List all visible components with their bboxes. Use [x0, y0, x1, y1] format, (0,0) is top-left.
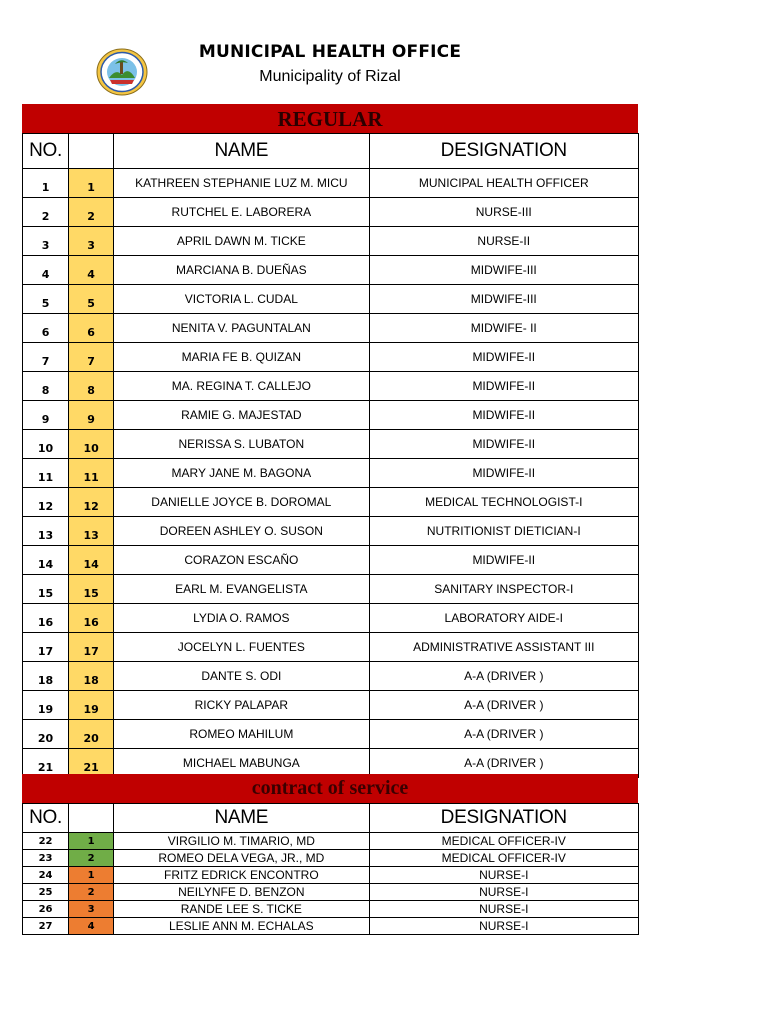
employee-designation: NURSE-I	[369, 867, 638, 884]
row-number: 25	[23, 884, 69, 901]
row-number: 3	[23, 227, 69, 256]
table-row	[23, 720, 639, 749]
employee-name: LYDIA O. RAMOS	[114, 604, 369, 633]
employee-name: MARY JANE M. BAGONA	[114, 459, 369, 488]
employee-name: NENITA V. PAGUNTALAN	[114, 314, 369, 343]
row-index: 10	[69, 430, 114, 459]
row-index: 7	[69, 343, 114, 372]
employee-designation: A-A (DRIVER )	[369, 749, 638, 778]
table-row	[23, 633, 639, 662]
row-index: 6	[69, 314, 114, 343]
employee-name: RUTCHEL E. LABORERA	[114, 198, 369, 227]
column-header-no: NO.	[23, 134, 69, 169]
row-index: 19	[69, 691, 114, 720]
row-number: 23	[23, 850, 69, 867]
row-number: 14	[23, 546, 69, 575]
table-row	[23, 901, 639, 918]
table-row	[23, 517, 639, 546]
employee-name: MARCIANA B. DUEÑAS	[114, 256, 369, 285]
employee-name: JOCELYN L. FUENTES	[114, 633, 369, 662]
row-number: 6	[23, 314, 69, 343]
employee-designation: MEDICAL OFFICER-IV	[369, 833, 638, 850]
table-row	[23, 662, 639, 691]
employee-designation: A-A (DRIVER )	[369, 662, 638, 691]
row-index: 2	[69, 198, 114, 227]
employee-designation: MEDICAL TECHNOLOGIST-I	[369, 488, 638, 517]
row-index: 1	[69, 867, 114, 884]
municipality-subtitle: Municipality of Rizal	[259, 68, 401, 85]
contract-staff-table	[22, 803, 639, 935]
employee-designation: NURSE-I	[369, 884, 638, 901]
column-header-designation: DESIGNATION	[369, 134, 638, 169]
table-row	[23, 372, 639, 401]
row-index: 4	[69, 918, 114, 935]
table-row	[23, 833, 639, 850]
row-number: 8	[23, 372, 69, 401]
employee-name: NERISSA S. LUBATON	[114, 430, 369, 459]
row-number: 16	[23, 604, 69, 633]
regular-table-body	[23, 169, 639, 778]
employee-designation: MUNICIPAL HEALTH OFFICER	[369, 169, 638, 198]
table-row	[23, 343, 639, 372]
employee-name: CORAZON ESCAÑO	[114, 546, 369, 575]
employee-designation: ADMINISTRATIVE ASSISTANT III	[369, 633, 638, 662]
column-header-name: NAME	[114, 134, 369, 169]
table-header-row	[23, 134, 639, 169]
section-bar-contract-of-service: contract of service	[22, 774, 638, 803]
table-row	[23, 918, 639, 935]
table-row	[23, 850, 639, 867]
regular-staff-table	[22, 133, 639, 778]
employee-name: RAMIE G. MAJESTAD	[114, 401, 369, 430]
row-index: 8	[69, 372, 114, 401]
table-row	[23, 488, 639, 517]
row-number: 18	[23, 662, 69, 691]
row-index: 3	[69, 227, 114, 256]
employee-name: RICKY PALAPAR	[114, 691, 369, 720]
table-row	[23, 459, 639, 488]
row-index: 13	[69, 517, 114, 546]
employee-designation: NUTRITIONIST DIETICIAN-I	[369, 517, 638, 546]
office-title: MUNICIPAL HEALTH OFFICE	[198, 42, 462, 62]
employee-name: RANDE LEE S. TICKE	[114, 901, 369, 918]
row-number: 17	[23, 633, 69, 662]
employee-designation: MIDWIFE-II	[369, 401, 638, 430]
table-row	[23, 401, 639, 430]
employee-designation: A-A (DRIVER )	[369, 720, 638, 749]
table-row	[23, 884, 639, 901]
column-header-name: NAME	[114, 804, 369, 833]
employee-designation: NURSE-III	[369, 198, 638, 227]
employee-designation: MIDWIFE-III	[369, 285, 638, 314]
employee-designation: MIDWIFE- II	[369, 314, 638, 343]
row-index: 2	[69, 884, 114, 901]
row-number: 5	[23, 285, 69, 314]
row-number: 4	[23, 256, 69, 285]
table-row	[23, 604, 639, 633]
row-number: 20	[23, 720, 69, 749]
table-header-row	[23, 804, 639, 833]
table-row	[23, 430, 639, 459]
row-index: 12	[69, 488, 114, 517]
row-number: 9	[23, 401, 69, 430]
row-index: 1	[69, 833, 114, 850]
employee-name: DOREEN ASHLEY O. SUSON	[114, 517, 369, 546]
employee-designation: MIDWIFE-II	[369, 546, 638, 575]
employee-name: MARIA FE B. QUIZAN	[114, 343, 369, 372]
table-row	[23, 256, 639, 285]
employee-designation: NURSE-II	[369, 227, 638, 256]
employee-designation: MIDWIFE-II	[369, 459, 638, 488]
row-number: 7	[23, 343, 69, 372]
row-number: 12	[23, 488, 69, 517]
employee-name: MA. REGINA T. CALLEJO	[114, 372, 369, 401]
table-row	[23, 546, 639, 575]
employee-designation: MIDWIFE-II	[369, 372, 638, 401]
row-index: 11	[69, 459, 114, 488]
row-index: 15	[69, 575, 114, 604]
employee-name: ROMEO MAHILUM	[114, 720, 369, 749]
row-number: 27	[23, 918, 69, 935]
row-number: 22	[23, 833, 69, 850]
column-header-designation: DESIGNATION	[369, 804, 638, 833]
row-index: 5	[69, 285, 114, 314]
table-row	[23, 169, 639, 198]
employee-designation: NURSE-I	[369, 918, 638, 935]
row-index: 21	[69, 749, 114, 778]
row-number: 15	[23, 575, 69, 604]
table-row	[23, 285, 639, 314]
employee-name: VIRGILIO M. TIMARIO, MD	[114, 833, 369, 850]
row-index: 2	[69, 850, 114, 867]
employee-name: APRIL DAWN M. TICKE	[114, 227, 369, 256]
section-bar-regular: REGULAR	[22, 104, 638, 133]
row-index: 9	[69, 401, 114, 430]
contract-table-body	[23, 833, 639, 935]
row-number: 26	[23, 901, 69, 918]
employee-designation: MIDWIFE-II	[369, 430, 638, 459]
employee-designation: MEDICAL OFFICER-IV	[369, 850, 638, 867]
employee-designation: MIDWIFE-III	[369, 256, 638, 285]
employee-name: MICHAEL MABUNGA	[114, 749, 369, 778]
table-row	[23, 575, 639, 604]
employee-designation: A-A (DRIVER )	[369, 691, 638, 720]
row-index: 3	[69, 901, 114, 918]
table-row	[23, 227, 639, 256]
row-number: 19	[23, 691, 69, 720]
employee-designation: SANITARY INSPECTOR-I	[369, 575, 638, 604]
employee-name: LESLIE ANN M. ECHALAS	[114, 918, 369, 935]
row-number: 10	[23, 430, 69, 459]
column-header-no: NO.	[23, 804, 69, 833]
column-header-index	[69, 804, 114, 833]
column-header-index	[69, 134, 114, 169]
row-number: 11	[23, 459, 69, 488]
row-number: 24	[23, 867, 69, 884]
row-number: 1	[23, 169, 69, 198]
employee-designation: NURSE-I	[369, 901, 638, 918]
row-index: 1	[69, 169, 114, 198]
employee-name: ROMEO DELA VEGA, JR., MD	[114, 850, 369, 867]
table-row	[23, 691, 639, 720]
row-number: 21	[23, 749, 69, 778]
table-row	[23, 314, 639, 343]
employee-name: DANTE S. ODI	[114, 662, 369, 691]
employee-name: FRITZ EDRICK ENCONTRO	[114, 867, 369, 884]
row-index: 18	[69, 662, 114, 691]
row-index: 16	[69, 604, 114, 633]
employee-name: VICTORIA L. CUDAL	[114, 285, 369, 314]
employee-name: DANIELLE JOYCE B. DOROMAL	[114, 488, 369, 517]
employee-name: NEILYNFE D. BENZON	[114, 884, 369, 901]
employee-designation: LABORATORY AIDE-I	[369, 604, 638, 633]
row-index: 20	[69, 720, 114, 749]
row-number: 13	[23, 517, 69, 546]
row-number: 2	[23, 198, 69, 227]
employee-name: KATHREEN STEPHANIE LUZ M. MICU	[114, 169, 369, 198]
row-index: 17	[69, 633, 114, 662]
row-index: 14	[69, 546, 114, 575]
table-row	[23, 198, 639, 227]
municipal-seal-icon	[96, 48, 148, 96]
table-row	[23, 867, 639, 884]
row-index: 4	[69, 256, 114, 285]
employee-designation: MIDWIFE-II	[369, 343, 638, 372]
employee-name: EARL M. EVANGELISTA	[114, 575, 369, 604]
